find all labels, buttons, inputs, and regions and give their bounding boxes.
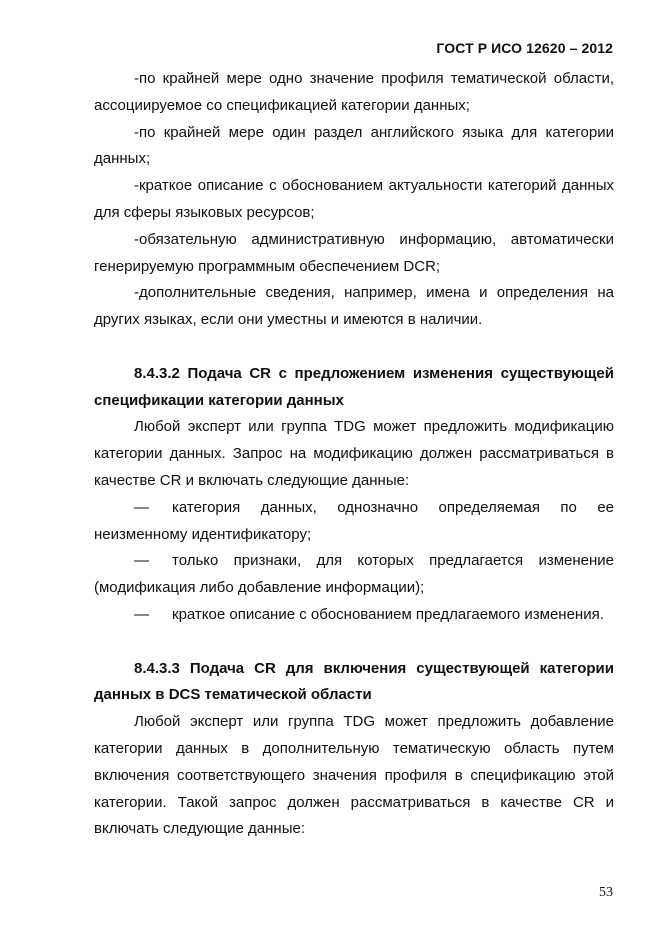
section-heading-8432: 8.4.3.2 Подача CR с предложением изменения существующей спецификации категории данных [94,364,614,409]
section-spacer [94,629,614,656]
section-heading-8433: 8.4.3.3 Подача CR для включения существующей категории данных в DCS тематической области [94,659,614,704]
page-number: 53 [599,885,613,900]
dash-list-text: только признаки, для которых предлагается изменение (модификация либо добавление информации); [94,552,614,597]
document-header: ГОСТ Р ИСО 12620 – 2012 [436,40,613,56]
document-body [94,66,614,843]
section-intro-8433: Любой эксперт или группа TDG может предложить добавление категории данных в дополнительную тематическую область путем включения соответствующего значения профиля в спецификацию этой категории. Такой запрос должен рассматриваться в качестве CR и включать следующие данные: [94,713,614,838]
dash-list-item [94,602,614,629]
list-item: -дополнительные сведения, например, имена и определения на других языках, если они уместны и имеются в наличии. [94,284,614,329]
dash-bullet: — [134,605,149,623]
dash-list-item [94,548,614,602]
dash-bullet: — [134,552,149,570]
list-item: -краткое описание с обоснованием актуальности категорий данных для сферы языковых ресурсов; [94,177,614,221]
dash-list-text: категория данных, однозначно определяемая по ее неизменному идентификатору; [94,498,614,543]
dash-list-text: краткое описание с обоснованием предлагаемого изменения. [172,605,604,623]
list-item: -по крайней мере одно значение профиля тематической области, ассоциируемое со спецификацией категории данных; [94,70,614,114]
list-item: -обязательную административную информацию, автоматически генерируемую программным обеспечением DCR; [94,230,614,275]
dash-list-item [94,495,614,549]
section-intro-8432: Любой эксперт или группа TDG может предложить модификацию категории данных. Запрос на модификацию должен рассматриваться в качестве CR и включать следующие данные: [94,418,614,489]
list-item: -по крайней мере один раздел английского языка для категории данных; [94,123,614,168]
section-spacer [94,334,614,361]
dash-bullet: — [134,498,149,516]
